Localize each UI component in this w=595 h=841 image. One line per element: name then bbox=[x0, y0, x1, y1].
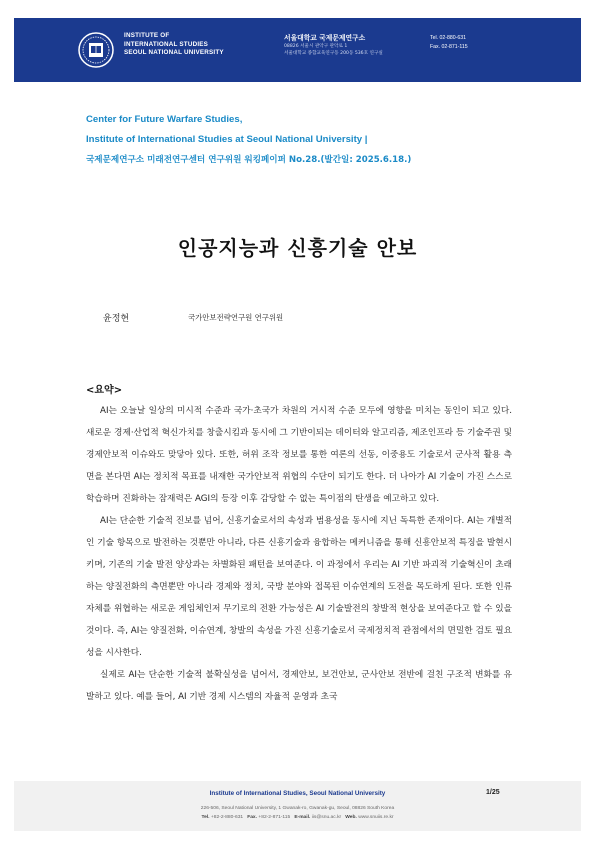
header-fax: Fax. 02-871-115 bbox=[430, 44, 468, 50]
summary-paragraph: 실제로 AI는 단순한 기술적 불확실성을 넘어서, 경제안보, 보건안보, 군사안보 전반에 걸친 구조적 변화를 유발하고 있다. 예를 들어, AI 기반 경제 시스템의 자율적 운영과 초국 bbox=[86, 670, 512, 702]
header-contact bbox=[430, 34, 468, 52]
snu-emblem-icon bbox=[78, 32, 114, 68]
header-address-line1: 08826 서울시 관악구 관악로 1 bbox=[284, 44, 348, 49]
summary-body bbox=[86, 400, 512, 708]
footer-contact: Tel. +82-2-880-631 Fax. +82-2-871-115 E-mail. iis@snu.ac.kr Web. www.snuiis.re.kr bbox=[201, 815, 394, 820]
series-line2: Institute of International Studies at Seoul National University | bbox=[86, 134, 368, 145]
footer-email[interactable]: iis@snu.ac.kr bbox=[311, 815, 342, 820]
series-line3: 국제문제연구소 미래전연구센터 연구위원 워킹페이퍼 No.28.(발간일: 2025.6.18.) bbox=[86, 155, 412, 165]
institute-korean-block bbox=[284, 33, 383, 57]
author-role: 국가안보전략연구원 연구위원 bbox=[188, 313, 284, 322]
footer-address: 226-506, Seoul National University, 1 Gwanak-ro, Gwanak-gu, Seoul, 08826 South Korea bbox=[200, 806, 395, 811]
institute-name-en: INSTITUTE OF INTERNATIONAL STUDIES SEOUL NATIONAL UNIVERSITY bbox=[124, 32, 224, 57]
footer-institute: Institute of International Studies, Seoul National University bbox=[209, 790, 386, 797]
page-number: 1/25 bbox=[486, 789, 500, 796]
summary-paragraph: AI는 오늘날 일상의 미시적 수준과 국가·초국가 차원의 거시적 수준 모두에 영향을 미치는 동인이 되고 있다. 새로운 경제·산업적 혁신가치를 창출시킴과 동시에 그 기반이되는 데이터와 알고리즘, 제조인프라 등 기술주권 및 경제안보적 이슈와도 맞닿아 있다. 또한, 허위 조작 정보를 통한 여론의 선동, 이중용도 기술로서 군사적 활용 측면을 본다면 AI는 정치적 목표를 내재한 국가안보적 위협의 수단이 되기도 한다. 더 나아가 AI 기술이 가진 스스로 학습하며 진화하는 잠재력은 AGI의 등장 이후 감당할 수 없는 특이점의 탄생을 예고하고 있다. bbox=[86, 406, 512, 504]
institute-name-ko: 서울대학교 국제문제연구소 bbox=[284, 34, 366, 42]
paper-title: 인공지능과 신흥기술 안보 bbox=[177, 236, 418, 260]
footer-web-link[interactable]: www.snuiis.re.kr bbox=[358, 815, 394, 820]
series-info bbox=[86, 110, 411, 170]
header-banner bbox=[14, 18, 581, 82]
footer-address-block bbox=[14, 804, 581, 822]
series-line1: Center for Future Warfare Studies, bbox=[86, 114, 243, 125]
header-tel: Tel. 02-880-631 bbox=[430, 35, 467, 41]
footer bbox=[14, 781, 581, 831]
summary-paragraph: AI는 단순한 기술적 진보를 넘어, 신흥기술로서의 속성과 범용성을 동시에 지닌 독특한 존재이다. AI는 개별적인 기술 항목으로 발전하는 것뿐만 아니라, 다른 신흥기술과 융합하는 메커니즘을 통해 신흥안보적 특징을 발현시키며, 기존의 기술 발전 양상과는 차별화된 패턴을 보여준다. 이 과정에서 우리는 AI 기반 파괴적 기술혁신이 초래하는 양질전화의 측면뿐만 아니라 경제와 정치, 국방 분야와 접목된 이슈연계의 도전을 목도하게 된다. 또한 인류 자체를 위협하는 새로운 게임체인저 무기로의 전환 가능성은 AI 기술발전의 창발적 현상을 보여준다고 할 수 있을 것이다. 즉, AI는 양질전화, 이슈연계, 창발의 속성을 가진 신흥기술로서 국제정치적 관점에서의 면밀한 검토 필요성을 시사한다. bbox=[86, 516, 512, 658]
summary-heading: <요약> bbox=[86, 385, 123, 396]
header-address-line2: 서울대학교 종합교육연구동 200동 536호 연구실 bbox=[284, 51, 383, 56]
author-name: 윤정현 bbox=[103, 314, 130, 324]
